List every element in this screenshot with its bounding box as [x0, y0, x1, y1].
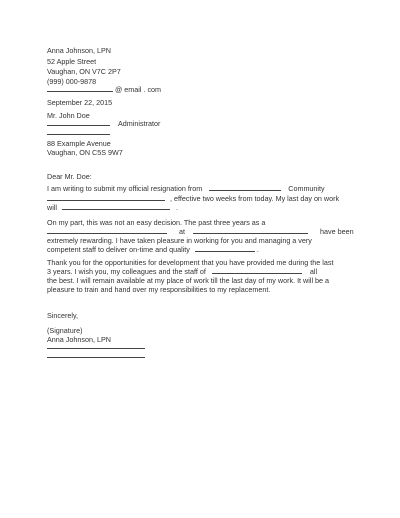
recipient-blank-line [47, 128, 110, 137]
salutation: Dear Mr. Doe: [47, 172, 92, 181]
letter-date: September 22, 2015 [47, 98, 113, 107]
p1-text-d: will [47, 203, 57, 212]
p2-text-at: at [179, 227, 185, 236]
p2-line3: extremely rewarding. I have taken pleasure in working for you and managing a very [47, 236, 312, 245]
p1-line1 [47, 184, 325, 193]
p2-text-d: . [256, 245, 259, 254]
p3-blank-employer [212, 267, 302, 274]
p3-line3: the best. I will remain available at my place of work till the last day of my work. It will be a [47, 276, 330, 285]
p1-blank-date [62, 203, 170, 210]
signature-placeholder: (Signature) [47, 326, 83, 335]
p2-blank-position [47, 227, 167, 234]
p1-line3 [47, 203, 178, 212]
p3-line1: Thank you for the opportunities for development that you have provided me during the last [47, 258, 334, 267]
p2-blank-service [195, 245, 255, 252]
p3-line2 [47, 267, 317, 276]
p2-line1: On my part, this was not an easy decision. The past three years as a [47, 218, 266, 227]
closing: Sincerely, [47, 311, 79, 320]
p3-text-b: all [309, 267, 318, 276]
p1-text-c: , effective two weeks from today. My last day on work [170, 194, 340, 203]
sender-city: Vaughan, ON V7C 2P7 [47, 67, 121, 76]
sender-phone: (999) 000-9878 [47, 77, 97, 86]
p1-text-e: . [175, 203, 178, 212]
recipient-org-blank [47, 128, 110, 135]
recipient-title: Administrator [118, 119, 161, 128]
p1-text-a: I am writing to submit my official resignation from [47, 184, 203, 193]
p3-line4: pleasure to train and hand over my responsibilities to my replacement. [47, 285, 271, 294]
recipient-street: 88 Example Avenue [47, 139, 111, 148]
p2-line4 [47, 245, 259, 254]
sender-email-line [47, 85, 161, 94]
signature-blank-2 [47, 351, 145, 358]
email-suffix: @ email . com [115, 85, 162, 94]
recipient-title-line [47, 119, 160, 128]
signature-blank-line-1 [47, 342, 145, 351]
recipient-company-blank [47, 119, 110, 126]
sender-name: Anna Johnson, LPN [47, 46, 111, 55]
email-user-blank [47, 85, 113, 92]
recipient-name: Mr. John Doe [47, 111, 90, 120]
p1-line2 [47, 194, 339, 203]
signature-blank-line-2 [47, 351, 145, 360]
recipient-city: Vaughan, ON C5S 9W7 [47, 148, 123, 157]
p2-blank-employer [193, 227, 308, 234]
p1-blank-name [47, 194, 165, 201]
p1-text-b: Community [288, 184, 325, 193]
p2-line2 [47, 227, 354, 236]
p2-text-c: competent staff to deliver on-time and quality [47, 245, 190, 254]
signer-name: Anna Johnson, LPN [47, 335, 111, 344]
signature-blank-1 [47, 342, 145, 349]
p1-blank-community [209, 184, 281, 191]
p3-text-a: 3 years. I wish you, my colleagues and the staff of [47, 267, 206, 276]
sender-street: 52 Apple Street [47, 57, 97, 66]
p2-text-b: have been [320, 227, 354, 236]
